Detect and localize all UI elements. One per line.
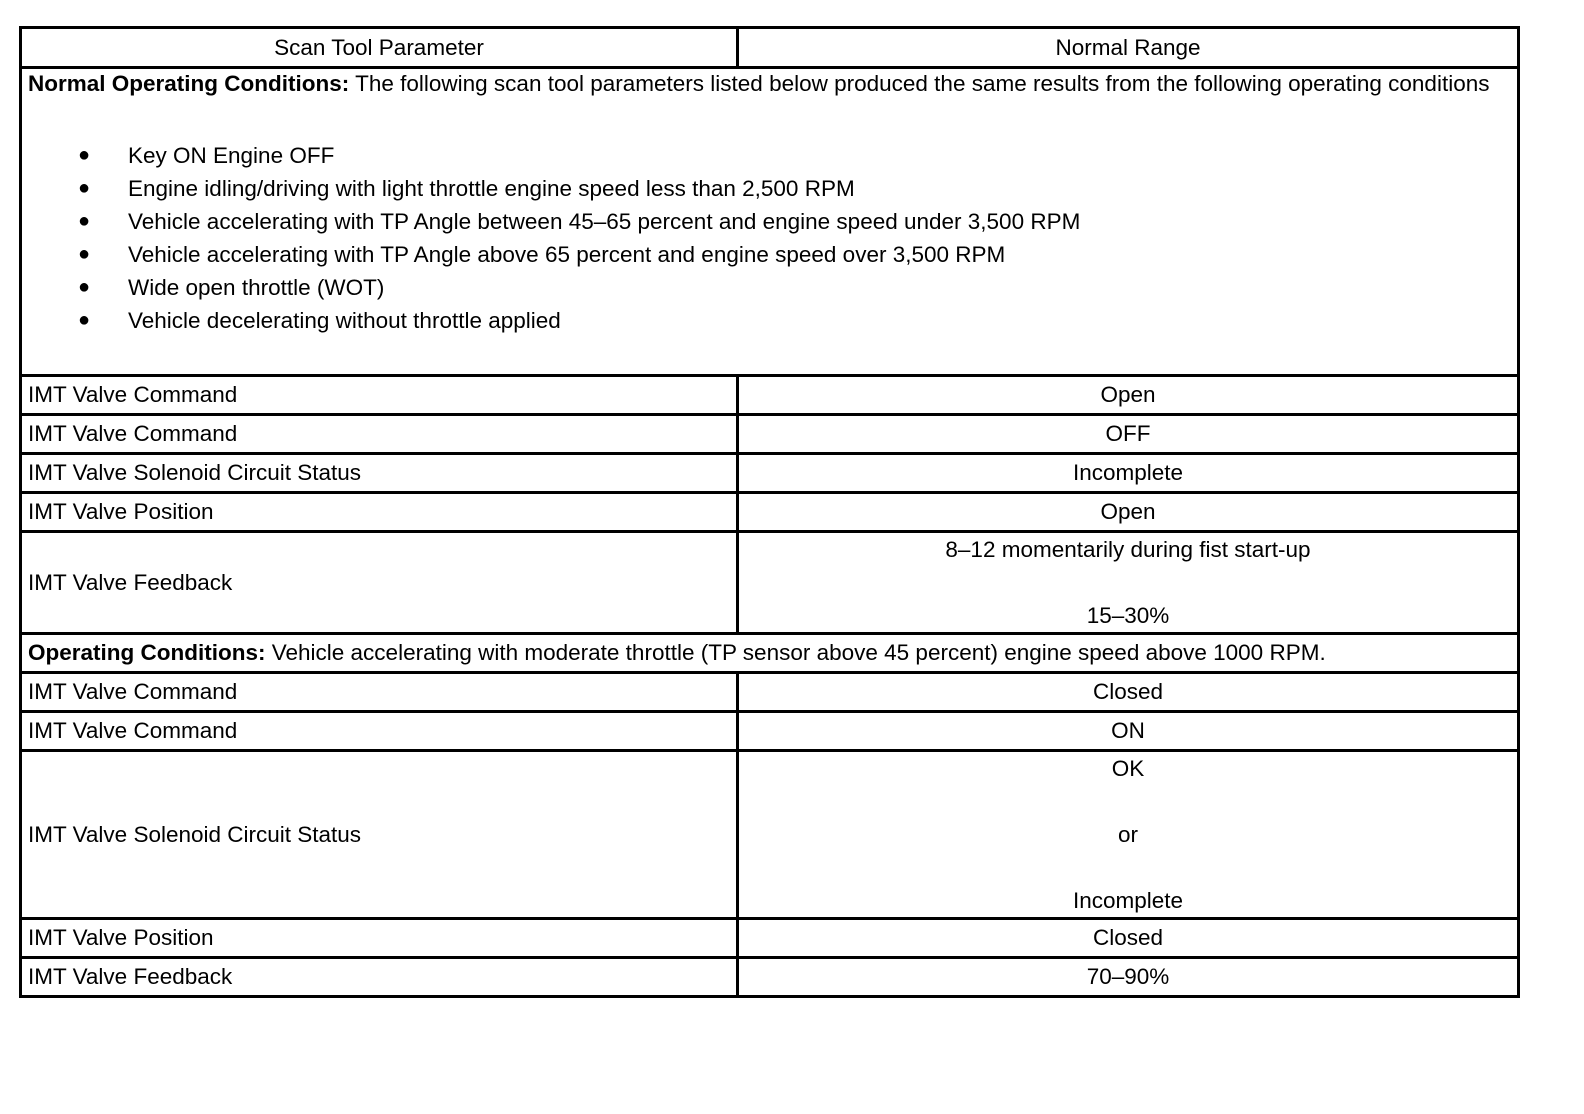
header-normal-range: Normal Range (738, 28, 1519, 68)
normal-operating-conditions-cell (21, 68, 1519, 376)
bullet-icon: ● (78, 276, 91, 298)
range-cell: Closed (738, 673, 1519, 712)
parameter-cell: IMT Valve Feedback (21, 958, 738, 997)
parameter-cell: IMT Valve Command (21, 376, 738, 415)
scan-tool-parameter-table (19, 26, 1520, 998)
range-line: 8–12 momentarily during fist start-up (945, 537, 1311, 562)
range-line: Incomplete (1072, 888, 1184, 913)
section-conditions-row (21, 634, 1519, 673)
range-cell: 70–90% (738, 958, 1519, 997)
range-cell: ON (738, 712, 1519, 751)
parameter-cell: IMT Valve Command (21, 673, 738, 712)
range-line: OK (1111, 756, 1145, 781)
bullet-icon: ● (78, 144, 91, 166)
list-item: ● Engine idling/driving with light throttle engine speed less than 2,500 RPM (28, 172, 1511, 205)
range-cell: Incomplete (738, 454, 1519, 493)
parameter-cell: IMT Valve Command (21, 712, 738, 751)
operating-conditions-cell (21, 634, 1519, 673)
list-item: ● Vehicle accelerating with TP Angle between 45–65 percent and engine speed under 3,500 RPM (28, 205, 1511, 238)
range-cell: Closed (738, 919, 1519, 958)
conditions-label: Normal Operating Conditions: (28, 71, 350, 96)
bullet-icon: ● (78, 309, 91, 331)
table-row (21, 751, 1519, 919)
table-row (21, 673, 1519, 712)
conditions-label: Operating Conditions: (28, 640, 266, 665)
parameter-cell: IMT Valve Command (21, 415, 738, 454)
range-cell (738, 532, 1519, 634)
table-row (21, 712, 1519, 751)
range-cell (738, 751, 1519, 919)
conditions-text: The following scan tool parameters listed below produced the same results from the following operating conditions (349, 71, 1490, 96)
range-cell: Open (738, 493, 1519, 532)
table-row (21, 958, 1519, 997)
table-header-row (21, 28, 1519, 68)
parameter-cell: IMT Valve Position (21, 919, 738, 958)
parameter-cell: IMT Valve Solenoid Circuit Status (21, 751, 738, 919)
parameter-cell: IMT Valve Position (21, 493, 738, 532)
list-item: ● Key ON Engine OFF (28, 139, 1511, 172)
conditions-list (28, 139, 1511, 337)
list-item: ● Vehicle decelerating without throttle applied (28, 304, 1511, 337)
parameter-cell: IMT Valve Solenoid Circuit Status (21, 454, 738, 493)
range-line: 15–30% (1086, 603, 1170, 628)
table-row (21, 376, 1519, 415)
section-conditions-row (21, 68, 1519, 376)
list-item: ● Wide open throttle (WOT) (28, 271, 1511, 304)
bullet-icon: ● (78, 243, 91, 265)
range-cell: Open (738, 376, 1519, 415)
range-cell: OFF (738, 415, 1519, 454)
bullet-icon: ● (78, 177, 91, 199)
conditions-text: Vehicle accelerating with moderate throttle (TP sensor above 45 percent) engine speed above 1000 RPM. (265, 640, 1326, 665)
header-scan-tool-parameter: Scan Tool Parameter (21, 28, 738, 68)
list-item: ● Vehicle accelerating with TP Angle above 65 percent and engine speed over 3,500 RPM (28, 238, 1511, 271)
table-row (21, 919, 1519, 958)
table-row (21, 532, 1519, 634)
table-row (21, 493, 1519, 532)
range-line: or (1117, 822, 1138, 847)
bullet-icon: ● (78, 210, 91, 232)
table-row (21, 454, 1519, 493)
parameter-cell: IMT Valve Feedback (21, 532, 738, 634)
table-row (21, 415, 1519, 454)
